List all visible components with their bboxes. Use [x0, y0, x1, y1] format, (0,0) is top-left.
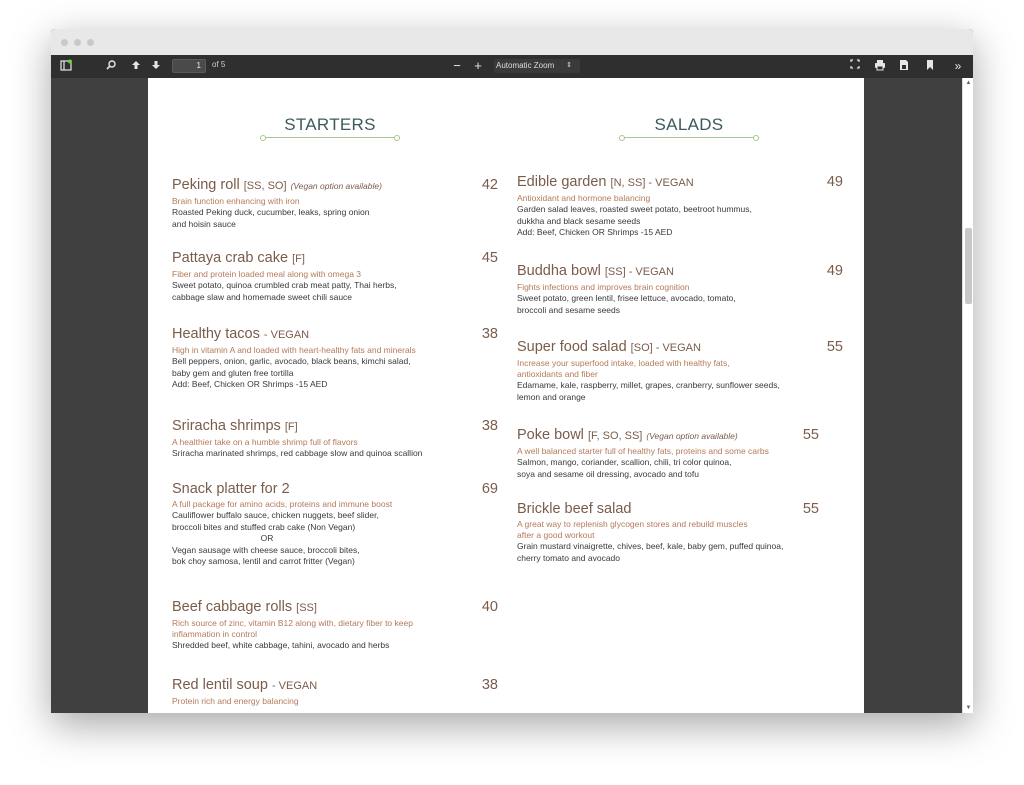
item-description: baby gem and gluten free tortilla [172, 367, 294, 378]
item-description: Cauliflower buffalo sauce, chicken nuggets, beef slider, [172, 510, 379, 520]
item-title [172, 599, 498, 617]
item-title [517, 263, 843, 281]
item-description: broccoli bites and stuffed crab cake (Non Vegan) [172, 521, 356, 532]
select-arrows-icon: ⇕ [566, 62, 572, 69]
item-description: Bell peppers, onion, garlic, avocado, black beans, kimchi salad, [172, 356, 411, 366]
item-description: broccoli and sesame seeds [517, 304, 621, 315]
item-description: Shredded beef, white cabbage, tahini, avocado and herbs [172, 640, 390, 650]
item-tag: - VEGAN [271, 680, 318, 692]
item-title [517, 339, 843, 357]
window-maximize-dot[interactable] [87, 39, 94, 46]
item-title [517, 501, 843, 518]
item-tag: [SS] - VEGAN [604, 266, 674, 278]
item-name: Beef cabbage rolls [172, 599, 293, 615]
menu-item [172, 481, 498, 568]
item-tag: [F, SO, SS] [587, 430, 643, 442]
item-name: Snack platter for 2 [172, 481, 290, 497]
scroll-thumb[interactable] [965, 228, 972, 304]
item-price: 49 [826, 174, 843, 190]
item-title [172, 481, 498, 498]
item-tag: [SS] [296, 602, 317, 614]
item-name: Peking roll [172, 177, 240, 193]
menu-item [172, 418, 498, 460]
window-titlebar [51, 29, 973, 55]
item-tag: [N, SS] - VEGAN [610, 177, 694, 189]
menu-item [517, 339, 843, 403]
item-name: Red lentil soup [172, 677, 268, 693]
browser-window [51, 29, 973, 713]
item-title [172, 418, 498, 436]
item-description: cabbage slaw and homemade sweet chili sauce [172, 291, 353, 302]
item-name: Pattaya crab cake [172, 250, 289, 266]
item-tag: [F] [284, 421, 298, 433]
item-benefit: A well balanced starter full of healthy fats, proteins and some carbs [517, 446, 769, 456]
item-benefit: Protein rich and energy balancing [172, 696, 299, 706]
scroll-down-icon[interactable]: ▼ [965, 705, 972, 711]
item-benefit: Rich source of zinc, vitamin B12 along with, dietary fiber to keep [172, 618, 413, 628]
item-description: Sriracha marinated shrimps, red cabbage slow and quinoa scallion [172, 448, 423, 458]
item-benefit: A full package for amino acids, proteins and immune boost [172, 499, 393, 509]
item-description: Add: Beef, Chicken OR Shrimps -15 AED [517, 227, 673, 237]
salads-heading [619, 115, 759, 138]
item-price: 69 [481, 481, 498, 497]
item-price: 55 [802, 501, 819, 517]
minus-icon[interactable]: − [453, 58, 461, 73]
item-benefit: Brain function enhancing with iron [172, 196, 300, 206]
item-description: Garden salad leaves, roasted sweet potato, beetroot hummus, [517, 204, 752, 214]
page-number-input[interactable]: 1 [172, 59, 206, 73]
item-description: Roasted Peking duck, cucumber, leaks, spring onion [172, 207, 370, 217]
menu-item [517, 263, 843, 316]
fullscreen-icon[interactable] [848, 59, 862, 73]
menu-item [172, 177, 498, 230]
window-close-dot[interactable] [61, 39, 68, 46]
item-description: Add: Beef, Chicken OR Shrimps -15 AED [172, 379, 328, 389]
item-benefit: High in vitamin A and loaded with heart-healthy fats and minerals [172, 345, 416, 355]
item-description: Edamame, kale, raspberry, millet, grapes, cranberry, sunflower seeds, [517, 380, 780, 390]
item-name: Super food salad [517, 339, 627, 355]
item-price: 55 [826, 339, 843, 355]
item-benefit: Antioxidant and hormone balancing [517, 193, 651, 203]
item-description: and hoisin sauce [172, 218, 236, 229]
plus-icon[interactable]: + [474, 58, 482, 73]
item-title [172, 177, 498, 195]
item-benefit: Fiber and protein loaded meal along with omega 3 [172, 269, 362, 279]
item-description: cherry tomato and avocado [517, 552, 621, 563]
item-price: 40 [481, 599, 498, 615]
item-note: (Vegan option available) [646, 431, 738, 441]
item-benefit: Increase your superfood intake, loaded with healthy fats, [517, 358, 730, 368]
arrow-down-icon[interactable] [149, 59, 163, 73]
bookmark-icon[interactable] [923, 59, 937, 73]
menu-item [172, 326, 498, 391]
item-description: Salmon, mango, coriander, scallion, chili, tri color quinoa, [517, 457, 732, 467]
salads-heading-text: SALADS [654, 115, 724, 134]
zoom-value: Automatic Zoom [496, 61, 555, 70]
document-viewer[interactable] [51, 78, 973, 713]
zoom-select[interactable] [494, 59, 580, 73]
page-count-label: of 5 [212, 60, 226, 69]
item-description: Sweet potato, green lentil, frisee lettuce, avocado, tomato, [517, 293, 736, 303]
item-note: (Vegan option available) [290, 181, 382, 191]
item-benefit: A great way to replenish glycogen stores and rebuild muscles [517, 519, 748, 529]
starters-heading-text: STARTERS [284, 115, 376, 134]
menu-item [517, 427, 843, 480]
item-price: 42 [481, 177, 498, 193]
item-benefit: A healthier take on a humble shrimp full of flavors [172, 437, 358, 447]
item-price: 38 [481, 418, 498, 434]
heading-ornament [260, 137, 400, 138]
item-tag: - VEGAN [263, 329, 310, 341]
sidebar-toggle-icon[interactable] [59, 59, 73, 73]
item-price: 38 [481, 677, 498, 693]
item-description: Sweet potato, quinoa crumbled crab meat patty, Thai herbs, [172, 280, 397, 290]
item-name: Sriracha shrimps [172, 418, 281, 434]
item-tag: [SS, SO] [243, 180, 287, 192]
menu-item [172, 599, 498, 652]
item-description: Grain mustard vinaigrette, chives, beef, kale, baby gem, puffed quinoa, [517, 541, 784, 551]
item-price: 55 [802, 427, 819, 443]
print-icon[interactable] [873, 59, 887, 73]
item-description: dukkha and black sesame seeds [517, 215, 641, 226]
item-description-or: OR [260, 533, 274, 543]
pdf-page [148, 78, 864, 713]
item-name: Brickle beef salad [517, 501, 632, 517]
item-price: 49 [826, 263, 843, 279]
item-name: Buddha bowl [517, 263, 601, 279]
item-tag: [SO] - VEGAN [630, 342, 701, 354]
item-benefit: inflammation in control [172, 629, 258, 639]
item-description: Vegan sausage with cheese sauce, broccoli bites, [172, 544, 360, 555]
item-title [172, 677, 498, 695]
double-chevron-right-icon[interactable]: » [954, 59, 962, 73]
item-benefit: Fights infections and improves brain cognition [517, 282, 690, 292]
pdf-toolbar [51, 55, 973, 78]
arrow-up-icon[interactable] [129, 59, 143, 73]
menu-item [172, 677, 498, 707]
item-title [172, 250, 498, 268]
search-icon[interactable] [104, 59, 118, 73]
item-description: lemon and orange [517, 391, 586, 402]
item-benefit: after a good workout [517, 530, 595, 540]
save-icon[interactable] [897, 59, 911, 73]
item-name: Poke bowl [517, 427, 584, 443]
window-minimize-dot[interactable] [74, 39, 81, 46]
vertical-scrollbar[interactable] [962, 78, 973, 713]
item-tag: [F] [292, 253, 305, 265]
heading-ornament [619, 137, 759, 138]
item-description: soya and sesame oil dressing, avocado and tofu [517, 468, 699, 479]
item-description: bok choy samosa, lentil and carrot fritter (Vegan) [172, 556, 355, 566]
starters-heading [260, 115, 400, 138]
item-price: 45 [481, 250, 498, 266]
menu-item [517, 174, 843, 239]
item-name: Edible garden [517, 174, 607, 190]
item-price: 38 [481, 326, 498, 342]
menu-item [517, 501, 843, 564]
item-title [517, 174, 843, 192]
menu-item [172, 250, 498, 303]
item-benefit: antioxidants and fiber [517, 369, 598, 379]
item-name: Healthy tacos [172, 326, 260, 342]
scroll-up-icon[interactable]: ▲ [965, 80, 972, 86]
item-title [517, 427, 843, 445]
item-title [172, 326, 498, 344]
